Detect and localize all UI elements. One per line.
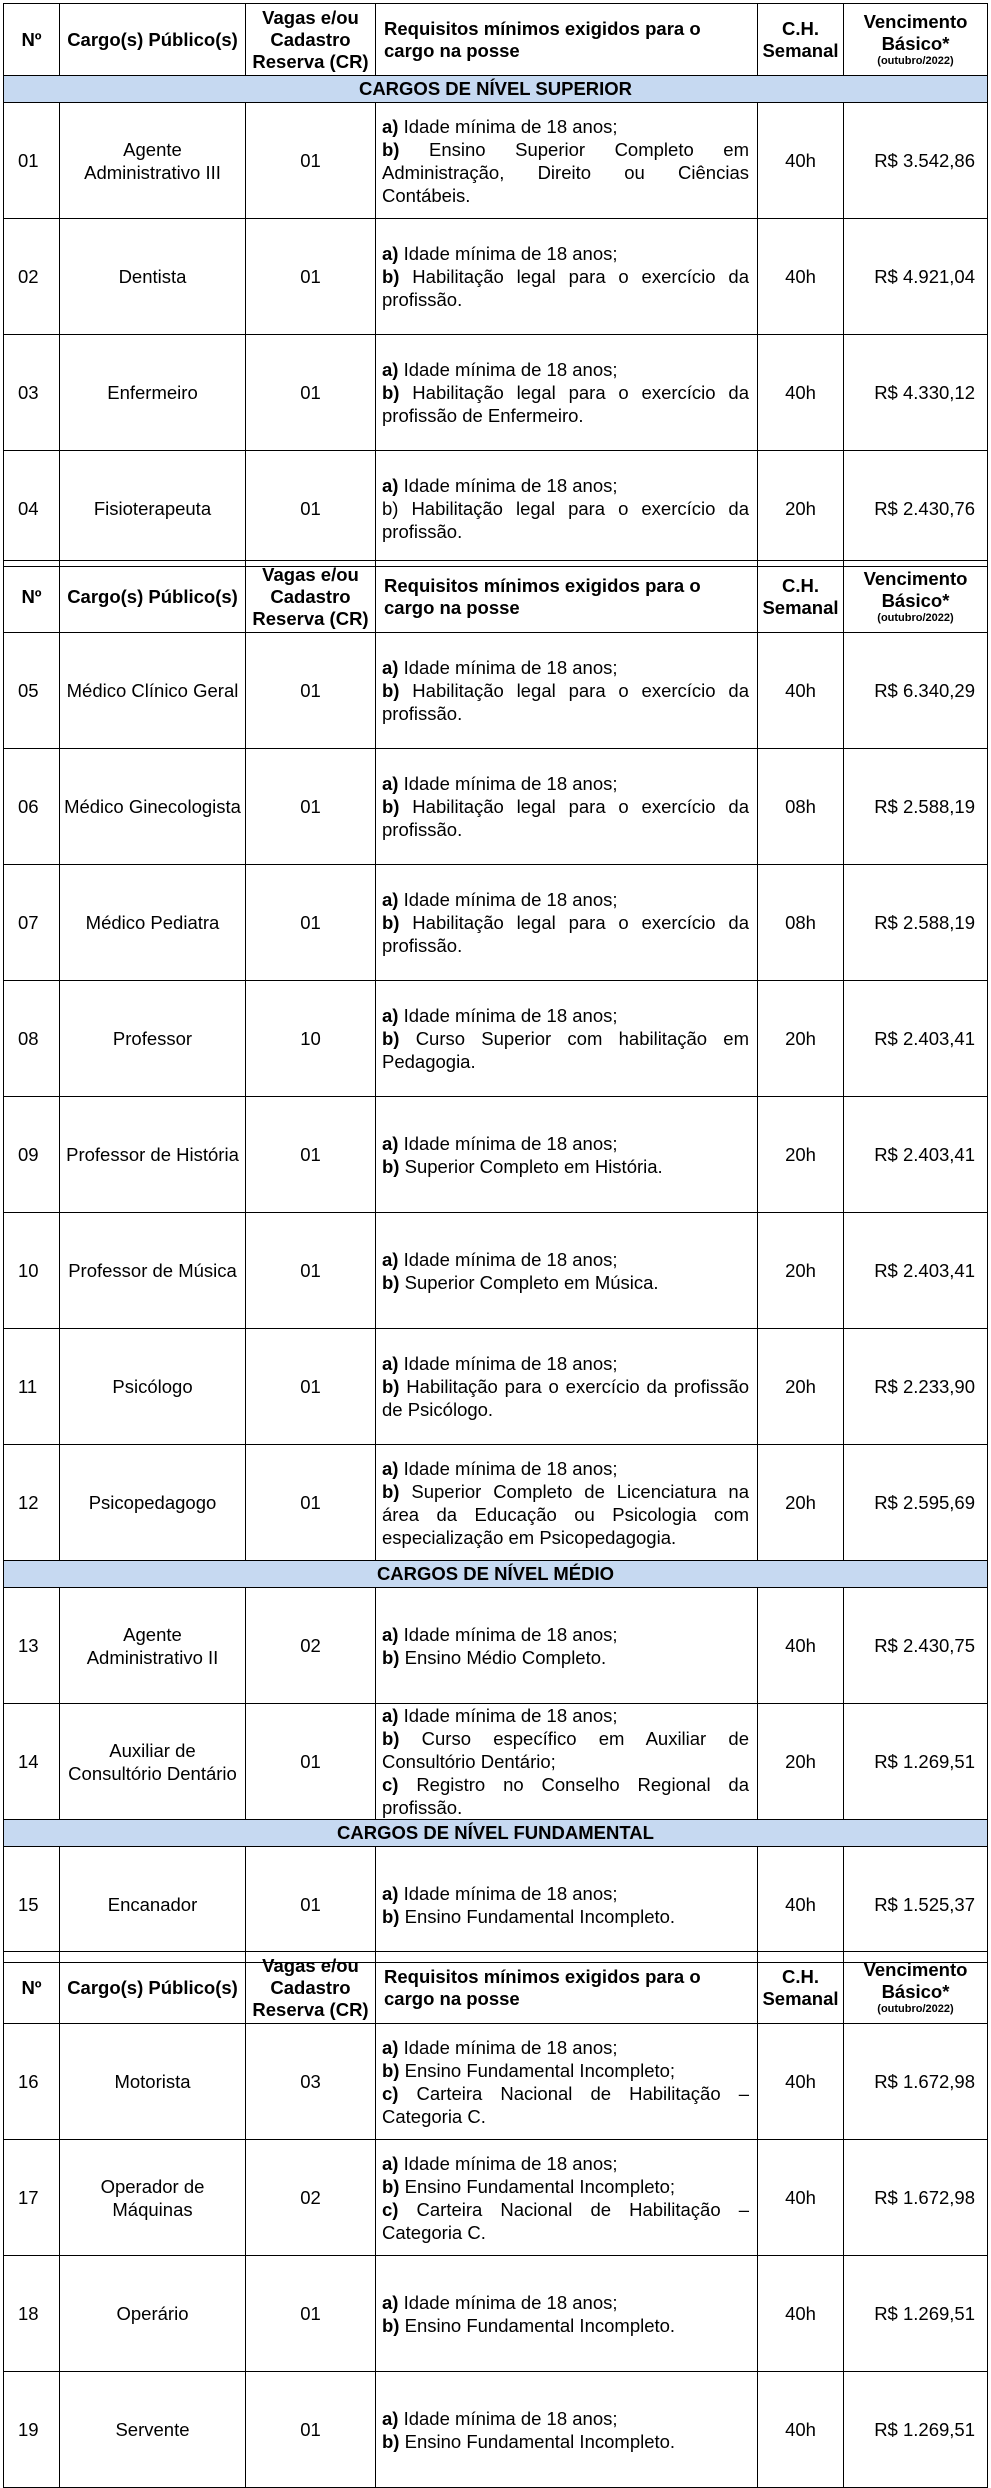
row-ch: 08h xyxy=(758,749,844,865)
header-no: Nº xyxy=(4,4,60,76)
row-number: 01 xyxy=(4,103,60,219)
requisito-text: Idade mínima de 18 anos; xyxy=(398,1005,618,1026)
header-row xyxy=(4,1952,988,2024)
row-vencimento: R$ 2.403,41 xyxy=(844,1213,988,1329)
row-requisitos xyxy=(376,1097,758,1213)
requisito-text: Habilitação legal para o exercício da profissão. xyxy=(382,680,749,724)
requisito-key: c) xyxy=(382,2082,399,2104)
row-requisitos xyxy=(376,219,758,335)
requisito-text: Carteira Nacional de Habilitação – Categoria C. xyxy=(382,2198,749,2243)
requisito-key: b) xyxy=(382,138,400,160)
row-ch: 20h xyxy=(758,1445,844,1561)
table-row xyxy=(4,219,988,335)
header-vencimento-label: Vencimento Básico* xyxy=(863,1959,968,2002)
requisito-key: a) xyxy=(382,1248,399,1270)
requisito-item xyxy=(382,2036,749,2059)
row-vencimento: R$ 6.340,29 xyxy=(844,633,988,749)
header-vencimento-label: Vencimento Básico* xyxy=(863,11,968,54)
row-number: 03 xyxy=(4,335,60,451)
row-vencimento: R$ 1.269,51 xyxy=(844,2256,988,2372)
row-cargo: Médico Clínico Geral xyxy=(60,633,246,749)
row-ch: 40h xyxy=(758,2372,844,2488)
requisito-key: a) xyxy=(382,1882,399,1904)
row-ch: 40h xyxy=(758,1588,844,1704)
table-row xyxy=(4,335,988,451)
row-ch: 40h xyxy=(758,2024,844,2140)
row-number: 18 xyxy=(4,2256,60,2372)
requisito-item xyxy=(382,1155,749,1178)
row-cargo: Psicopedagogo xyxy=(60,1445,246,1561)
requisito-text: Idade mínima de 18 anos; xyxy=(398,1132,618,1154)
row-cargo: Médico Pediatra xyxy=(60,865,246,981)
requisito-text: Habilitação legal para o exercício da profissão. xyxy=(382,912,749,956)
row-ch: 20h xyxy=(758,981,844,1097)
requisito-key: a) xyxy=(382,2291,399,2313)
requisito-item xyxy=(382,497,749,543)
section-row-medio xyxy=(4,1561,988,1588)
requisito-key: b) xyxy=(382,2314,400,2336)
header-row xyxy=(4,561,988,633)
row-ch: 40h xyxy=(758,103,844,219)
requisito-text: Ensino Fundamental Incompleto. xyxy=(399,2314,676,2336)
row-number: 17 xyxy=(4,2140,60,2256)
requisito-item xyxy=(382,2175,749,2198)
requisito-key: a) xyxy=(382,2152,399,2174)
requisito-text: Superior Completo em História. xyxy=(399,1155,663,1177)
row-requisitos xyxy=(376,1329,758,1445)
header-vencimento xyxy=(844,1952,988,2024)
requisito-item xyxy=(382,1704,749,1727)
requisito-item xyxy=(382,2407,749,2430)
row-vagas: 10 xyxy=(246,981,376,1097)
row-number: 13 xyxy=(4,1588,60,1704)
table-row xyxy=(4,865,988,981)
requisito-item xyxy=(382,2198,749,2244)
requisito-key: c) xyxy=(382,1774,399,1795)
row-vencimento: R$ 4.330,12 xyxy=(844,335,988,451)
requisito-key: a) xyxy=(382,657,399,678)
row-vagas: 02 xyxy=(246,1588,376,1704)
table-row xyxy=(4,1445,988,1561)
header-no: Nº xyxy=(4,561,60,633)
table-row xyxy=(4,1097,988,1213)
row-vagas: 01 xyxy=(246,335,376,451)
requisito-text: b) Habilitação legal para o exercício da profissão. xyxy=(382,498,749,542)
table-block-1 xyxy=(3,3,988,567)
requisito-item xyxy=(382,772,749,795)
requisito-key: a) xyxy=(382,115,399,137)
requisito-key: b) xyxy=(382,912,400,933)
row-requisitos xyxy=(376,981,758,1097)
row-vagas: 01 xyxy=(246,1213,376,1329)
row-requisitos xyxy=(376,749,758,865)
row-requisitos xyxy=(376,2140,758,2256)
requisito-key: a) xyxy=(382,2407,399,2429)
row-number: 06 xyxy=(4,749,60,865)
row-vagas: 01 xyxy=(246,1704,376,1820)
row-ch: 40h xyxy=(758,2140,844,2256)
requisito-text: Habilitação legal para o exercício da profissão. xyxy=(382,796,749,840)
requisito-key: b) xyxy=(382,2175,400,2197)
requisito-text: Ensino Fundamental Incompleto. xyxy=(399,2430,676,2452)
requisito-key: b) xyxy=(382,1155,400,1177)
row-vencimento: R$ 1.525,37 xyxy=(844,1847,988,1963)
header-no: Nº xyxy=(4,1952,60,2024)
row-cargo: Professor de História xyxy=(60,1097,246,1213)
row-vencimento: R$ 2.595,69 xyxy=(844,1445,988,1561)
requisito-text: Idade mínima de 18 anos; xyxy=(398,773,618,794)
requisito-text: Superior Completo de Licenciatura na área da Educação ou Psicologia com especialização em Psicopedagogia. xyxy=(382,1480,749,1548)
row-vagas: 01 xyxy=(246,1847,376,1963)
table-row xyxy=(4,1704,988,1820)
header-ch: C.H. Semanal xyxy=(758,1952,844,2024)
requisito-item xyxy=(382,1457,749,1480)
requisito-item xyxy=(382,2082,749,2128)
row-vencimento: R$ 2.588,19 xyxy=(844,865,988,981)
requisito-item xyxy=(382,1027,749,1073)
header-vencimento-label: Vencimento Básico* xyxy=(863,568,968,611)
header-vencimento-sub: (outubro/2022) xyxy=(877,2003,954,2015)
requisito-text: Idade mínima de 18 anos; xyxy=(398,1705,618,1726)
requisito-key: b) xyxy=(382,382,400,403)
requisito-key: c) xyxy=(382,2198,399,2220)
row-vencimento: R$ 1.672,98 xyxy=(844,2140,988,2256)
requisito-key: a) xyxy=(382,1705,399,1726)
requisito-item xyxy=(382,2152,749,2175)
section-title-superior: CARGOS DE NÍVEL SUPERIOR xyxy=(4,76,988,103)
requisito-key: b) xyxy=(382,1376,400,1397)
table-row xyxy=(4,749,988,865)
row-requisitos xyxy=(376,103,758,219)
row-ch: 40h xyxy=(758,2256,844,2372)
requisito-text: Habilitação legal para o exercício da profissão. xyxy=(382,266,749,310)
requisito-text: Idade mínima de 18 anos; xyxy=(398,2407,618,2429)
table-row xyxy=(4,451,988,567)
requisito-text: Idade mínima de 18 anos; xyxy=(398,889,618,910)
requisito-text: Superior Completo em Música. xyxy=(399,1271,659,1293)
requisito-key: b) xyxy=(382,1728,400,1749)
requisito-key: a) xyxy=(382,475,399,496)
header-row xyxy=(4,4,988,76)
header-ch: C.H. Semanal xyxy=(758,4,844,76)
header-cargo: Cargo(s) Público(s) xyxy=(60,561,246,633)
row-requisitos xyxy=(376,1445,758,1561)
row-cargo: Operário xyxy=(60,2256,246,2372)
requisito-text: Carteira Nacional de Habilitação – Categoria C. xyxy=(382,2082,749,2127)
requisito-key: a) xyxy=(382,773,399,794)
row-cargo: Servente xyxy=(60,2372,246,2488)
requisito-text: Idade mínima de 18 anos; xyxy=(398,1353,618,1374)
requisito-key: b) xyxy=(382,680,400,701)
requisito-item xyxy=(382,888,749,911)
row-vagas: 01 xyxy=(246,2256,376,2372)
requisito-item xyxy=(382,1727,749,1773)
header-cargo: Cargo(s) Público(s) xyxy=(60,4,246,76)
requisito-text: Idade mínima de 18 anos; xyxy=(398,2036,618,2058)
table-row xyxy=(4,2140,988,2256)
requisito-key: b) xyxy=(382,2430,400,2452)
requisito-item xyxy=(382,1248,749,1271)
requisito-key: b) xyxy=(382,1480,400,1502)
requisito-text: Idade mínima de 18 anos; xyxy=(398,1623,618,1645)
row-cargo: Professor xyxy=(60,981,246,1097)
row-vencimento: R$ 2.233,90 xyxy=(844,1329,988,1445)
row-vencimento: R$ 2.588,19 xyxy=(844,749,988,865)
row-ch: 08h xyxy=(758,865,844,981)
table-body-2 xyxy=(4,561,988,1963)
row-number: 14 xyxy=(4,1704,60,1820)
requisito-item xyxy=(382,358,749,381)
requisito-item xyxy=(382,1004,749,1027)
requisito-item xyxy=(382,474,749,497)
requisito-text: Ensino Superior Completo em Administração, Direito ou Ciências Contábeis. xyxy=(382,138,749,206)
row-cargo: Operador de Máquinas xyxy=(60,2140,246,2256)
row-cargo: Agente Administrativo III xyxy=(60,103,246,219)
row-number: 05 xyxy=(4,633,60,749)
row-vencimento: R$ 2.403,41 xyxy=(844,1097,988,1213)
table-block-3 xyxy=(3,1951,988,2488)
row-vagas: 01 xyxy=(246,1329,376,1445)
table-row xyxy=(4,2372,988,2488)
requisito-text: Habilitação para o exercício da profissão de Psicólogo. xyxy=(382,1376,749,1420)
row-vagas: 01 xyxy=(246,103,376,219)
row-vencimento: R$ 2.403,41 xyxy=(844,981,988,1097)
row-number: 16 xyxy=(4,2024,60,2140)
header-requisitos: Requisitos mínimos exigidos para o cargo na posse xyxy=(376,4,758,76)
requisito-text: Idade mínima de 18 anos; xyxy=(398,1882,618,1904)
requisito-text: Idade mínima de 18 anos; xyxy=(398,657,618,678)
row-cargo: Encanador xyxy=(60,1847,246,1963)
row-vagas: 03 xyxy=(246,2024,376,2140)
requisito-item xyxy=(382,656,749,679)
header-vencimento xyxy=(844,4,988,76)
header-requisitos: Requisitos mínimos exigidos para o cargo na posse xyxy=(376,561,758,633)
row-vagas: 01 xyxy=(246,2372,376,2488)
row-vencimento: R$ 1.269,51 xyxy=(844,1704,988,1820)
requisito-item xyxy=(382,1646,749,1669)
requisito-text: Idade mínima de 18 anos; xyxy=(398,2291,618,2313)
table-row xyxy=(4,2256,988,2372)
requisito-key: b) xyxy=(382,1028,400,1049)
row-vagas: 01 xyxy=(246,451,376,567)
section-title-medio: CARGOS DE NÍVEL MÉDIO xyxy=(4,1561,988,1588)
row-requisitos xyxy=(376,865,758,981)
row-requisitos xyxy=(376,633,758,749)
table-row xyxy=(4,633,988,749)
row-cargo: Médico Ginecologista xyxy=(60,749,246,865)
table-row xyxy=(4,2024,988,2140)
table-row xyxy=(4,1847,988,1963)
requisito-text: Curso Superior com habilitação em Pedagogia. xyxy=(382,1028,749,1072)
row-ch: 40h xyxy=(758,633,844,749)
row-ch: 40h xyxy=(758,335,844,451)
row-number: 04 xyxy=(4,451,60,567)
header-ch: C.H. Semanal xyxy=(758,561,844,633)
requisito-item xyxy=(382,265,749,311)
row-number: 07 xyxy=(4,865,60,981)
header-vencimento-sub: (outubro/2022) xyxy=(877,612,954,624)
row-requisitos xyxy=(376,1704,758,1820)
row-ch: 20h xyxy=(758,1329,844,1445)
row-vagas: 01 xyxy=(246,1445,376,1561)
row-number: 12 xyxy=(4,1445,60,1561)
row-cargo: Professor de Música xyxy=(60,1213,246,1329)
requisito-item xyxy=(382,2430,749,2453)
header-requisitos: Requisitos mínimos exigidos para o cargo na posse xyxy=(376,1952,758,2024)
requisito-key: b) xyxy=(382,1271,400,1293)
row-cargo: Motorista xyxy=(60,2024,246,2140)
requisito-text: Registro no Conselho Regional da profissão. xyxy=(382,1774,749,1818)
row-number: 11 xyxy=(4,1329,60,1445)
requisito-text: Idade mínima de 18 anos; xyxy=(398,1248,618,1270)
requisito-item xyxy=(382,911,749,957)
table-row xyxy=(4,1213,988,1329)
row-requisitos xyxy=(376,2372,758,2488)
row-vagas: 01 xyxy=(246,749,376,865)
row-number: 02 xyxy=(4,219,60,335)
requisito-item xyxy=(382,679,749,725)
requisito-item xyxy=(382,242,749,265)
requisito-item xyxy=(382,1882,749,1905)
row-ch: 20h xyxy=(758,451,844,567)
requisito-key: a) xyxy=(382,359,399,380)
section-title-fundamental: CARGOS DE NÍVEL FUNDAMENTAL xyxy=(4,1820,988,1847)
requisito-item xyxy=(382,795,749,841)
row-ch: 20h xyxy=(758,1097,844,1213)
row-ch: 20h xyxy=(758,1213,844,1329)
header-vagas: Vagas e/ou Cadastro Reserva (CR) xyxy=(246,1952,376,2024)
requisito-item xyxy=(382,2314,749,2337)
requisito-text: Idade mínima de 18 anos; xyxy=(398,243,618,264)
table-row xyxy=(4,981,988,1097)
requisito-item xyxy=(382,115,749,138)
table-block-2 xyxy=(3,560,988,1963)
row-vagas: 01 xyxy=(246,865,376,981)
row-requisitos xyxy=(376,335,758,451)
requisito-key: a) xyxy=(382,1353,399,1374)
requisito-key: a) xyxy=(382,1005,399,1026)
requisito-item xyxy=(382,2291,749,2314)
row-cargo: Auxiliar de Consultório Dentário xyxy=(60,1704,246,1820)
row-number: 19 xyxy=(4,2372,60,2488)
section-row-fundamental xyxy=(4,1820,988,1847)
requisito-key: b) xyxy=(382,2059,400,2081)
row-requisitos xyxy=(376,1588,758,1704)
requisito-item xyxy=(382,1375,749,1421)
requisito-item xyxy=(382,1773,749,1819)
requisito-text: Ensino Fundamental Incompleto; xyxy=(399,2059,676,2081)
row-cargo: Fisioterapeuta xyxy=(60,451,246,567)
requisito-key: a) xyxy=(382,243,399,264)
row-vencimento: R$ 1.672,98 xyxy=(844,2024,988,2140)
requisito-key: b) xyxy=(382,1905,400,1927)
header-vencimento-sub: (outubro/2022) xyxy=(877,55,954,67)
requisito-item xyxy=(382,1480,749,1549)
table-row xyxy=(4,1588,988,1704)
row-ch: 40h xyxy=(758,219,844,335)
requisito-item xyxy=(382,1271,749,1294)
table-body-1 xyxy=(4,4,988,567)
requisito-item xyxy=(382,1352,749,1375)
row-number: 08 xyxy=(4,981,60,1097)
row-cargo: Psicólogo xyxy=(60,1329,246,1445)
row-vencimento: R$ 4.921,04 xyxy=(844,219,988,335)
row-vagas: 02 xyxy=(246,2140,376,2256)
requisito-key: a) xyxy=(382,1132,399,1154)
requisito-key: a) xyxy=(382,889,399,910)
table-row xyxy=(4,1329,988,1445)
row-vagas: 01 xyxy=(246,1097,376,1213)
header-vencimento xyxy=(844,561,988,633)
table-body-3 xyxy=(4,1952,988,2488)
requisito-key: b) xyxy=(382,796,400,817)
requisito-text: Ensino Médio Completo. xyxy=(399,1646,607,1668)
requisito-text: Ensino Fundamental Incompleto; xyxy=(399,2175,676,2197)
row-ch: 20h xyxy=(758,1704,844,1820)
row-vencimento: R$ 2.430,76 xyxy=(844,451,988,567)
row-requisitos xyxy=(376,1213,758,1329)
header-vagas: Vagas e/ou Cadastro Reserva (CR) xyxy=(246,561,376,633)
row-cargo: Enfermeiro xyxy=(60,335,246,451)
requisito-text: Idade mínima de 18 anos; xyxy=(398,1457,618,1479)
requisito-item xyxy=(382,1905,749,1928)
row-cargo: Dentista xyxy=(60,219,246,335)
row-requisitos xyxy=(376,451,758,567)
row-ch: 40h xyxy=(758,1847,844,1963)
row-cargo: Agente Administrativo II xyxy=(60,1588,246,1704)
requisito-key: a) xyxy=(382,1623,399,1645)
row-requisitos xyxy=(376,2256,758,2372)
row-requisitos xyxy=(376,1847,758,1963)
requisito-key: a) xyxy=(382,1457,399,1479)
row-vencimento: R$ 1.269,51 xyxy=(844,2372,988,2488)
requisito-key: b) xyxy=(382,266,400,287)
row-number: 15 xyxy=(4,1847,60,1963)
row-number: 10 xyxy=(4,1213,60,1329)
requisito-text: Idade mínima de 18 anos; xyxy=(398,2152,618,2174)
requisito-key: a) xyxy=(382,2036,399,2058)
requisito-text: Idade mínima de 18 anos; xyxy=(398,359,618,380)
header-vagas: Vagas e/ou Cadastro Reserva (CR) xyxy=(246,4,376,76)
section-row-superior xyxy=(4,76,988,103)
table-row xyxy=(4,103,988,219)
row-number: 09 xyxy=(4,1097,60,1213)
requisito-key: b) xyxy=(382,1646,400,1668)
header-cargo: Cargo(s) Público(s) xyxy=(60,1952,246,2024)
row-vencimento: R$ 3.542,86 xyxy=(844,103,988,219)
requisito-text: Habilitação legal para o exercício da profissão de Enfermeiro. xyxy=(382,382,749,426)
requisito-text: Idade mínima de 18 anos; xyxy=(398,475,618,496)
requisito-item xyxy=(382,381,749,427)
requisito-item xyxy=(382,1132,749,1155)
requisito-item xyxy=(382,2059,749,2082)
requisito-text: Curso específico em Auxiliar de Consultório Dentário; xyxy=(382,1728,749,1772)
row-requisitos xyxy=(376,2024,758,2140)
requisito-item xyxy=(382,138,749,207)
row-vagas: 01 xyxy=(246,219,376,335)
row-vagas: 01 xyxy=(246,633,376,749)
requisito-text: Idade mínima de 18 anos; xyxy=(398,115,618,137)
row-vencimento: R$ 2.430,75 xyxy=(844,1588,988,1704)
requisito-text: Ensino Fundamental Incompleto. xyxy=(399,1905,676,1927)
requisito-item xyxy=(382,1623,749,1646)
